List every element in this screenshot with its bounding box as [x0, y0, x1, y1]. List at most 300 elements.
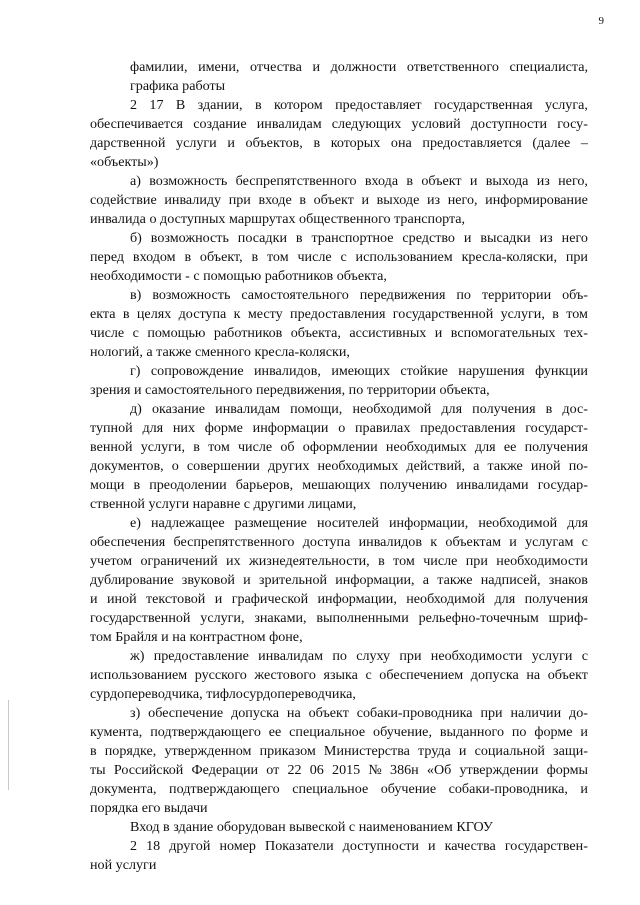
word: учетом	[90, 553, 133, 569]
word: ее	[503, 439, 517, 455]
word: государ-	[537, 477, 588, 493]
text-line	[90, 552, 588, 571]
word: 22	[287, 762, 302, 778]
text-line: графика работы	[130, 78, 226, 94]
word: возможность	[152, 287, 231, 303]
word: специальное	[289, 724, 366, 740]
word: вспомогательных	[450, 325, 556, 341]
word: объект,	[199, 249, 243, 265]
word: текстовой	[146, 591, 206, 607]
word: информации	[252, 420, 329, 436]
word: а)	[130, 173, 141, 189]
text-line	[90, 438, 588, 457]
word: необходимости	[496, 553, 588, 569]
word: русского	[194, 667, 247, 683]
text-line	[90, 533, 588, 552]
word: и	[463, 230, 472, 246]
word: возможность	[150, 230, 229, 246]
word: том	[393, 553, 415, 569]
word: выданного	[439, 724, 505, 740]
word: объекта,	[290, 325, 341, 341]
word: д)	[130, 401, 142, 417]
word: беспрепятственного	[235, 173, 357, 189]
word: графической	[231, 591, 309, 607]
text-line	[90, 115, 588, 134]
word: получения	[472, 401, 536, 417]
word: е)	[130, 515, 141, 531]
word: необходимых	[385, 439, 467, 455]
text-line: инвалида о доступных маршрутах общественного транспорта,	[90, 211, 466, 227]
word: 06	[309, 762, 324, 778]
word: для	[567, 515, 588, 531]
word: транспортное	[311, 230, 394, 246]
word: других	[267, 458, 310, 474]
word: здании,	[197, 97, 243, 113]
word: числе	[423, 553, 458, 569]
text-line	[130, 362, 588, 381]
word: по	[332, 648, 347, 664]
word: получения	[524, 439, 588, 455]
word: необходимой	[406, 591, 486, 607]
text-line	[90, 742, 588, 761]
word: инвалидами	[456, 477, 529, 493]
text-line	[90, 419, 588, 438]
word: и	[312, 59, 321, 75]
word: информации,	[388, 515, 469, 531]
word: работников	[213, 325, 283, 341]
word: в	[184, 249, 192, 265]
word: оформлении	[302, 439, 378, 455]
word: ты	[90, 762, 106, 778]
word: доступа	[178, 306, 227, 322]
word: в	[133, 477, 141, 493]
text-line	[90, 609, 588, 628]
word: территории	[481, 287, 552, 303]
word: услуги,	[500, 306, 545, 322]
word: входе	[258, 192, 292, 208]
word: в	[90, 743, 97, 759]
word: рельефно-точечным	[418, 610, 539, 626]
word: дублирование	[90, 572, 174, 588]
word: в	[295, 230, 303, 246]
word: а	[473, 458, 480, 474]
word: и	[361, 192, 370, 208]
word: в	[545, 401, 553, 417]
word: услуги,	[140, 439, 185, 455]
word: него,	[558, 173, 588, 189]
word: котором	[273, 97, 323, 113]
word: и	[434, 325, 443, 341]
word: необходимой	[352, 401, 432, 417]
word: должности	[330, 59, 397, 75]
word: языка	[323, 667, 358, 683]
word: жестового	[254, 667, 316, 683]
word: с	[340, 249, 347, 265]
word: предоставляется	[422, 135, 522, 151]
word: объект	[547, 667, 588, 683]
word: тех-	[563, 325, 588, 341]
word: услуги	[176, 135, 217, 151]
text-line: сурдопереводчика, тифлосурдопереводчика,	[90, 686, 356, 702]
word: объект	[308, 705, 349, 721]
word: преодолении	[149, 477, 227, 493]
word: стойкие	[400, 363, 448, 379]
text-line: необходимости - с помощью работников объекта,	[90, 268, 387, 284]
word: и	[469, 173, 478, 189]
word: к	[233, 306, 241, 322]
word: защи-	[553, 743, 588, 759]
word: Показатели	[265, 838, 334, 854]
word: мешающих	[302, 477, 371, 493]
word: допуска	[470, 667, 519, 683]
word: при	[480, 705, 503, 721]
word: для	[494, 591, 516, 607]
word: него	[561, 230, 588, 246]
word: другой	[169, 838, 211, 854]
word: в	[122, 306, 130, 322]
word: которых	[330, 135, 381, 151]
word: информации,	[317, 591, 397, 607]
word: звуковой	[181, 572, 235, 588]
word: иной	[106, 591, 137, 607]
word: ответственного	[406, 59, 499, 75]
word: труда	[418, 743, 451, 759]
word: «Об	[426, 762, 452, 778]
word: из	[539, 230, 553, 246]
word: из	[426, 192, 441, 208]
word: екта	[90, 306, 116, 322]
word: она	[390, 135, 412, 151]
word: в	[378, 553, 385, 569]
word: ассистивных	[349, 325, 427, 341]
scan-edge-mark	[8, 700, 9, 790]
word: них	[172, 420, 195, 436]
word: использованием	[355, 249, 453, 265]
word: необходимости	[430, 648, 523, 664]
text-line	[90, 134, 588, 153]
word: при	[465, 553, 488, 569]
word: обучение,	[373, 724, 432, 740]
word: допуска	[231, 705, 280, 721]
word: услуги,	[200, 610, 245, 626]
word: форме	[534, 724, 573, 740]
word: номер	[219, 838, 256, 854]
word: с	[132, 325, 139, 341]
word: имеющих	[331, 363, 390, 379]
word: также	[437, 572, 473, 588]
text-line	[130, 400, 588, 419]
word: о	[338, 420, 346, 436]
word: №	[368, 762, 382, 778]
text-line	[130, 514, 588, 533]
word: для	[142, 420, 164, 436]
word: услуга,	[544, 97, 588, 113]
word: посадки	[237, 230, 287, 246]
word: и	[90, 591, 98, 607]
word: по	[511, 724, 527, 740]
word: нарушения	[458, 363, 525, 379]
word: в	[313, 135, 321, 151]
word: помощью	[147, 325, 206, 341]
word: дарственной	[90, 135, 166, 151]
word: и	[580, 724, 588, 740]
word: в	[254, 97, 262, 113]
text-line	[90, 761, 588, 780]
word: з)	[130, 705, 141, 721]
word: ж)	[130, 648, 145, 664]
word: в	[251, 249, 259, 265]
text-line	[90, 780, 588, 799]
word: документа,	[90, 781, 157, 797]
word: предоставление	[153, 648, 249, 664]
word: приказом	[259, 743, 316, 759]
word: надлежащее	[150, 515, 225, 531]
word: создание	[193, 116, 247, 132]
word: и	[243, 572, 251, 588]
word: носителей	[316, 515, 379, 531]
word: и	[509, 534, 517, 550]
word: с	[581, 648, 588, 664]
word: отчества	[250, 59, 302, 75]
text-line: «объекты»)	[90, 154, 159, 170]
word: б)	[130, 230, 142, 246]
word: иной	[530, 458, 561, 474]
text-line: порядка его выдачи	[90, 800, 208, 816]
word: зрительной	[258, 572, 328, 588]
word: числе	[90, 325, 125, 341]
word: информации,	[335, 572, 415, 588]
word: подтверждающего	[150, 724, 261, 740]
text-line	[130, 704, 588, 723]
text-line	[130, 286, 588, 305]
word: знаками,	[254, 610, 307, 626]
text-line	[130, 647, 588, 666]
word: месту	[247, 306, 283, 322]
word: функции	[535, 363, 588, 379]
text-line: том Брайля и на контрастном фоне,	[90, 629, 303, 645]
word: мощи	[90, 477, 125, 493]
word: 2	[130, 838, 138, 854]
word: том	[566, 306, 588, 322]
word: специальное	[292, 781, 369, 797]
word: тупной	[90, 420, 133, 436]
word: к	[430, 534, 438, 550]
word: Российской	[113, 762, 184, 778]
text-line	[90, 457, 588, 476]
word: госу-	[557, 116, 588, 132]
word: ограничений	[140, 553, 218, 569]
word: инвалидам	[256, 116, 322, 132]
word: шриф-	[548, 610, 588, 626]
word: барьеров,	[235, 477, 294, 493]
word: утвержденном	[164, 743, 252, 759]
word: высадки	[480, 230, 531, 246]
word: на	[526, 667, 541, 683]
word: порядке,	[104, 743, 157, 759]
word: объект	[313, 192, 354, 208]
word: услугам	[525, 534, 574, 550]
text-line	[90, 476, 588, 495]
word: 2015	[332, 762, 361, 778]
word: В	[175, 97, 186, 113]
word: обеспечением	[379, 667, 464, 683]
word: в)	[130, 287, 142, 303]
word: том	[208, 439, 230, 455]
word: доступа	[302, 534, 351, 550]
word: для	[441, 401, 463, 417]
word: самостоятельного	[241, 287, 349, 303]
word: и	[227, 135, 235, 151]
word: получению	[379, 477, 448, 493]
word: подтверждающего	[169, 781, 280, 797]
word: дос-	[562, 401, 588, 417]
word: в	[552, 306, 559, 322]
word: их	[226, 553, 241, 569]
text-line	[90, 723, 588, 742]
word: об	[280, 439, 295, 455]
word: инвалидов,	[254, 363, 321, 379]
word: и	[580, 781, 588, 797]
text-line: ственной услуги наравне с другими лицами,	[90, 496, 357, 512]
word: и	[458, 743, 467, 759]
word: инвалидам	[215, 401, 281, 417]
word: венной	[90, 439, 133, 455]
word: от	[266, 762, 280, 778]
word: выполненными	[316, 610, 409, 626]
word: государст-	[525, 420, 588, 436]
word: документов,	[90, 458, 164, 474]
word: содействие	[90, 192, 157, 208]
word: 18	[146, 838, 161, 854]
word: на	[286, 705, 301, 721]
word: объект	[421, 173, 462, 189]
text-line	[130, 172, 588, 191]
word: собаки-проводника,	[448, 781, 568, 797]
word: числе	[297, 249, 332, 265]
word: форме	[204, 420, 243, 436]
word: необходимых	[317, 458, 399, 474]
word: для	[474, 439, 496, 455]
text-line	[90, 324, 588, 343]
word: возможность	[149, 173, 228, 189]
word: услуги	[531, 648, 573, 664]
word: целях	[136, 306, 172, 322]
word: выхода	[485, 173, 529, 189]
word: и	[214, 591, 223, 607]
word: беспрепятственного	[173, 534, 295, 550]
word: собаки-проводника	[356, 705, 473, 721]
text-line	[90, 305, 588, 324]
word: знаков	[548, 572, 588, 588]
word: входа	[364, 173, 399, 189]
word: имени,	[198, 59, 240, 75]
text-line	[130, 58, 588, 77]
word: в	[299, 192, 306, 208]
word: предоставляет	[335, 97, 422, 113]
word: необходимой	[478, 515, 558, 531]
text-line	[90, 191, 588, 210]
word: информирование	[485, 192, 588, 208]
word: условий	[411, 116, 461, 132]
word: фамилии,	[130, 59, 188, 75]
word: 386н	[390, 762, 419, 778]
word: государственной	[90, 610, 191, 626]
word: при	[565, 249, 588, 265]
word: кумента,	[90, 724, 143, 740]
word: г)	[130, 363, 141, 379]
word: правилах	[354, 420, 411, 436]
text-line	[90, 590, 588, 609]
word: Федерации	[191, 762, 259, 778]
word: надписей,	[480, 572, 541, 588]
word: формы	[546, 762, 588, 778]
text-line	[90, 571, 588, 590]
word: о	[171, 458, 179, 474]
word: наличии	[510, 705, 562, 721]
word: выходе	[376, 192, 420, 208]
word: следующих	[331, 116, 402, 132]
word: в	[406, 173, 414, 189]
word: 17	[149, 97, 164, 113]
word: обеспечения	[90, 534, 166, 550]
word: качества	[444, 838, 496, 854]
text-line	[130, 837, 588, 856]
word: из	[536, 173, 550, 189]
word: объектов,	[245, 135, 303, 151]
word: государственная	[433, 97, 533, 113]
word: инвалидам	[258, 648, 324, 664]
text-line: нологий, а также сменного кресла-коляски,	[90, 344, 350, 360]
word: в	[193, 439, 200, 455]
page-number: 9	[598, 15, 604, 27]
word: доступности	[470, 116, 548, 132]
text-line: зрения и самостоятельного передвижения, по территории объекта,	[90, 382, 490, 398]
text-line: ной услуги	[90, 857, 157, 873]
text-line: Вход в здание оборудован вывеской с наименованием КГОУ	[130, 819, 493, 835]
word: действий,	[406, 458, 466, 474]
word: по	[456, 287, 471, 303]
word: размещение	[234, 515, 307, 531]
word: государственной	[392, 306, 494, 322]
word: государствен-	[504, 838, 588, 854]
word: оказание	[151, 401, 206, 417]
word: ее	[268, 724, 282, 740]
word: помощи,	[290, 401, 343, 417]
text-line	[130, 229, 588, 248]
word: обеспечивается	[90, 116, 184, 132]
text-line	[90, 248, 588, 267]
word: с	[581, 534, 588, 550]
word: жизнедеятельности,	[249, 553, 370, 569]
word: перед	[90, 249, 125, 265]
word: доступности	[342, 838, 419, 854]
word: объектам	[445, 534, 501, 550]
word: а	[422, 572, 430, 588]
word: обеспечение	[148, 705, 224, 721]
word: средство	[402, 230, 455, 246]
word: (далее	[532, 135, 571, 151]
word: совершении	[186, 458, 260, 474]
word: по-	[568, 458, 588, 474]
word: также	[487, 458, 523, 474]
word: передвижения	[359, 287, 446, 303]
word: объ-	[562, 287, 588, 303]
word: обучение	[380, 781, 437, 797]
word: Министерства	[323, 743, 410, 759]
word: утверждении	[459, 762, 539, 778]
word: входом	[132, 249, 176, 265]
word: инвалидов	[358, 534, 423, 550]
